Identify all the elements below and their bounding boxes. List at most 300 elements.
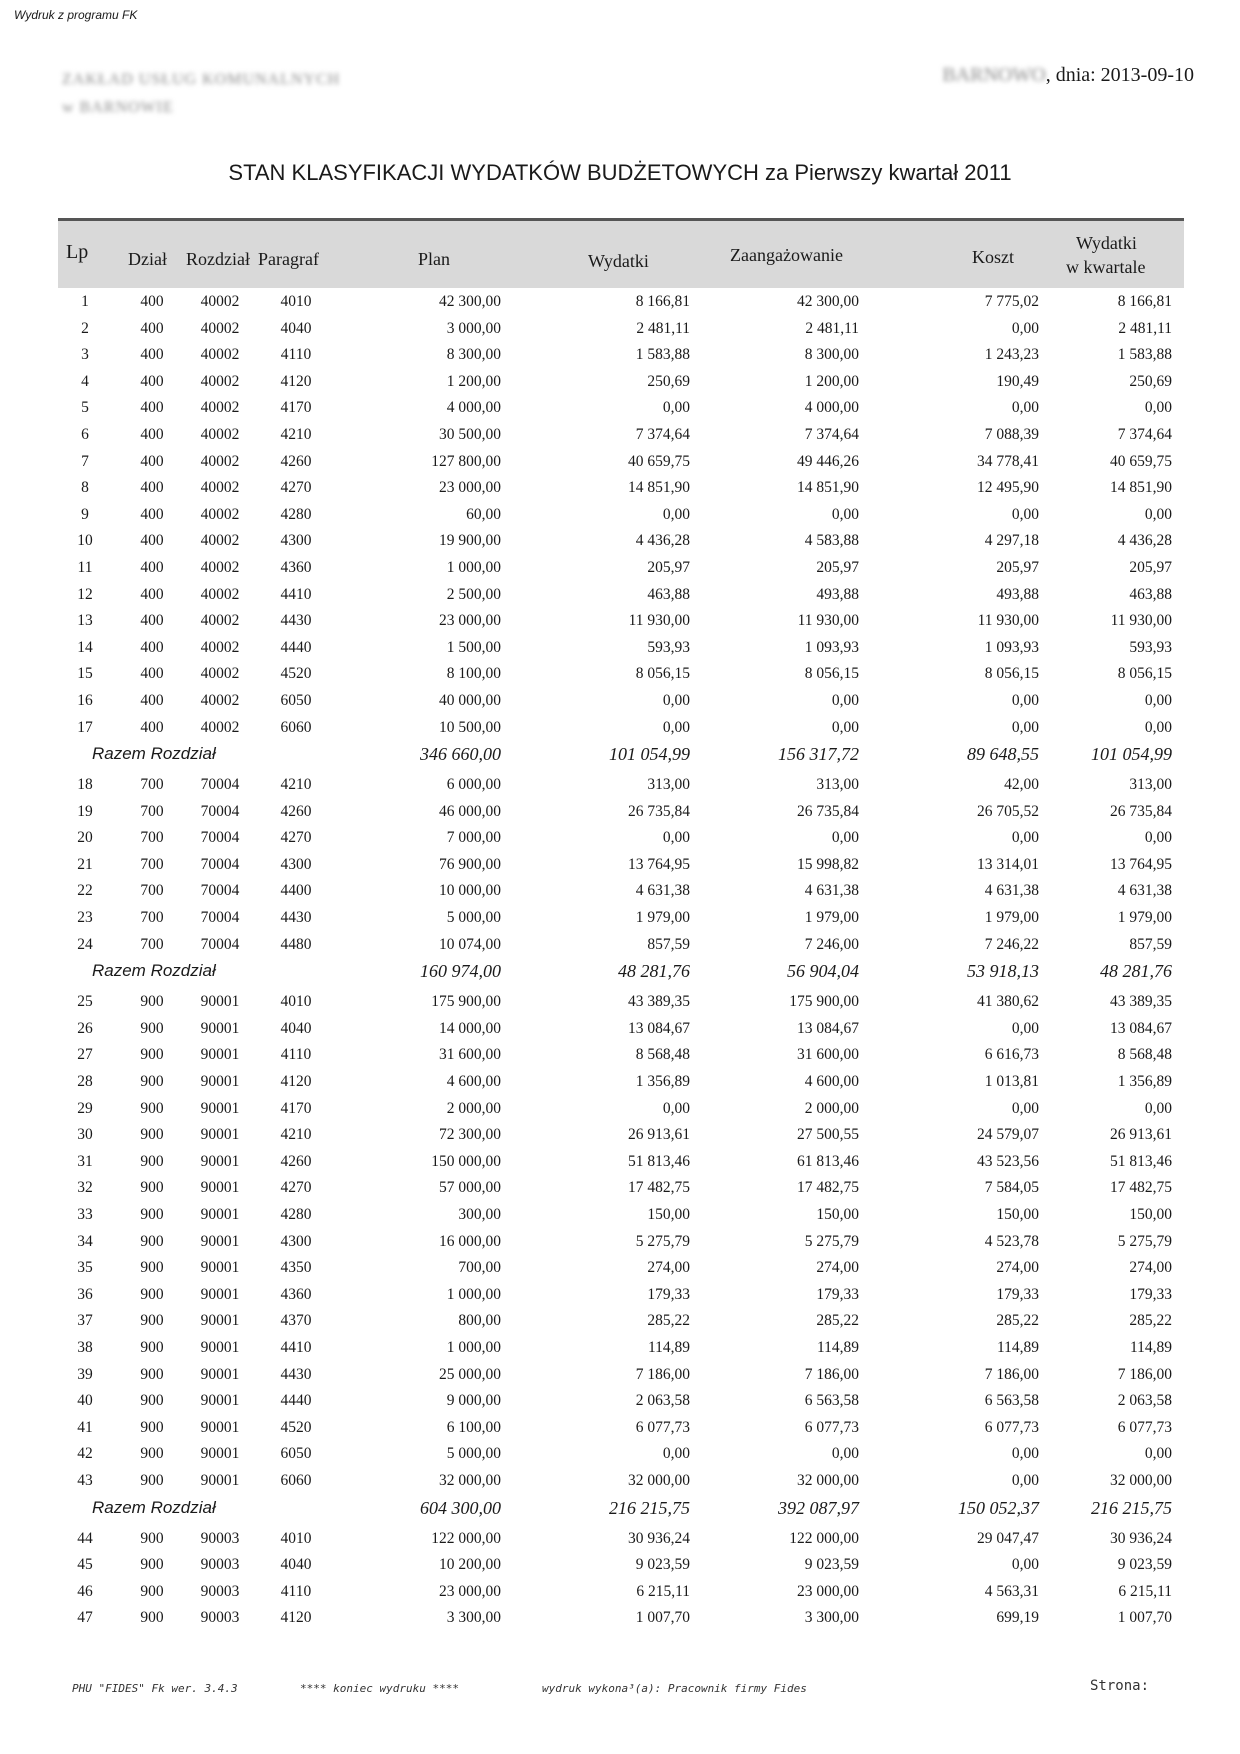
table-row (58, 931, 1184, 958)
cell-koszt: 42,00 (1004, 776, 1039, 794)
print-date: , dnia: 2013-09-10 (1045, 64, 1194, 86)
cell-plan: 6 000,00 (446, 776, 501, 794)
cell-rozdzial: 40002 (200, 585, 240, 603)
cell-wydatki: 9 023,59 (635, 1556, 690, 1574)
table-row (58, 394, 1184, 421)
cell-dzial: 700 (140, 882, 164, 900)
header-dzial: Dział (128, 249, 167, 269)
cell-zaangazowanie: 285,22 (816, 1312, 859, 1330)
cell-dzial: 400 (140, 346, 164, 364)
cell-koszt: 205,97 (996, 558, 1039, 576)
cell-wydatki: 205,97 (647, 558, 690, 576)
cell-paragraf: 4010 (280, 1529, 312, 1547)
cell-paragraf: 6050 (280, 1445, 312, 1463)
cell-paragraf: 4260 (280, 452, 312, 470)
cell-wydatki-w-kwartale: 7 374,64 (1117, 425, 1172, 443)
cell-plan: 175 900,00 (431, 993, 501, 1011)
cell-wydatki-w-kwartale: 274,00 (1129, 1259, 1172, 1277)
cell-rozdzial: 70004 (200, 776, 240, 794)
cell-paragraf: 4300 (280, 532, 312, 550)
cell-lp: 8 (81, 479, 89, 497)
cell-paragraf: 4440 (280, 638, 312, 656)
cell-lp: 19 (77, 802, 93, 820)
table-row (58, 904, 1184, 931)
cell-wydatki: 13 764,95 (628, 855, 690, 873)
cell-dzial: 400 (140, 585, 164, 603)
summary-row (58, 1494, 1184, 1525)
cell-wydatki-w-kwartale: 40 659,75 (1110, 452, 1172, 470)
footer-end: **** koniec wydruku **** (300, 1682, 459, 1695)
cell-dzial: 900 (140, 1099, 164, 1117)
cell-wydatki: 0,00 (662, 1099, 690, 1117)
header-plan: Plan (418, 249, 451, 269)
cell-dzial: 700 (140, 909, 164, 927)
cell-zaangazowanie: 1 093,93 (804, 638, 859, 656)
cell-paragraf: 4260 (280, 1152, 312, 1170)
cell-paragraf: 4270 (280, 1179, 312, 1197)
cell-plan: 57 000,00 (439, 1179, 501, 1197)
cell-wydatki: 0,00 (662, 1445, 690, 1463)
cell-paragraf: 4010 (280, 993, 312, 1011)
summary-koszt: 53 918,13 (967, 961, 1039, 982)
cell-paragraf: 4040 (280, 1019, 312, 1037)
cell-wydatki: 8 166,81 (635, 293, 690, 310)
cell-zaangazowanie: 8 300,00 (804, 346, 859, 364)
cell-wydatki-w-kwartale: 14 851,90 (1110, 479, 1172, 497)
cell-dzial: 900 (140, 1259, 164, 1277)
cell-lp: 44 (77, 1529, 93, 1547)
print-source-note: Wydruk z programu FK (14, 8, 138, 22)
cell-zaangazowanie: 4 583,88 (804, 532, 859, 550)
cell-wydatki: 17 482,75 (628, 1179, 690, 1197)
table-row (58, 1467, 1184, 1494)
cell-koszt: 493,88 (996, 585, 1039, 603)
table-row (58, 1551, 1184, 1578)
cell-koszt: 13 314,01 (977, 855, 1039, 873)
cell-wydatki: 4 436,28 (635, 532, 690, 550)
header-paragraf: Paragraf (258, 249, 319, 269)
cell-rozdzial: 40002 (200, 665, 240, 683)
cell-paragraf: 4410 (280, 1338, 312, 1356)
cell-wydatki-w-kwartale: 11 930,00 (1110, 612, 1172, 630)
cell-rozdzial: 70004 (200, 882, 240, 900)
cell-koszt: 4 297,18 (984, 532, 1039, 550)
cell-rozdzial: 70004 (200, 855, 240, 873)
table-row (58, 1387, 1184, 1414)
cell-paragraf: 6060 (280, 718, 312, 736)
cell-rozdzial: 90001 (200, 1392, 240, 1410)
footer-printed-by: wydruk wykona³(a): Pracownik firmy Fides (542, 1682, 807, 1695)
cell-wydatki-w-kwartale: 0,00 (1144, 1445, 1172, 1463)
cell-paragraf: 4300 (280, 1232, 312, 1250)
cell-dzial: 900 (140, 1179, 164, 1197)
cell-lp: 20 (77, 829, 93, 847)
cell-lp: 24 (77, 935, 93, 953)
cell-lp: 46 (77, 1582, 93, 1600)
cell-paragraf: 6060 (280, 1471, 312, 1489)
cell-wydatki-w-kwartale: 1 356,89 (1117, 1073, 1172, 1091)
cell-rozdzial: 90001 (200, 993, 240, 1011)
cell-plan: 9 000,00 (446, 1392, 501, 1410)
cell-plan: 31 600,00 (439, 1046, 501, 1064)
table-row (58, 1121, 1184, 1148)
cell-dzial: 700 (140, 855, 164, 873)
cell-rozdzial: 90001 (200, 1073, 240, 1091)
cell-zaangazowanie: 179,33 (816, 1285, 859, 1303)
table-row (58, 851, 1184, 878)
cell-plan: 10 200,00 (439, 1556, 501, 1574)
cell-wydatki-w-kwartale: 463,88 (1129, 585, 1172, 603)
cell-wydatki-w-kwartale: 285,22 (1129, 1312, 1172, 1330)
cell-dzial: 400 (140, 665, 164, 683)
cell-koszt: 0,00 (1011, 691, 1039, 709)
cell-koszt: 11 930,00 (977, 612, 1039, 630)
cell-plan: 23 000,00 (439, 612, 501, 630)
cell-rozdzial: 40002 (200, 319, 240, 337)
cell-paragraf: 4270 (280, 479, 312, 497)
cell-zaangazowanie: 61 813,46 (797, 1152, 859, 1170)
cell-wydatki: 114,89 (647, 1338, 690, 1356)
cell-plan: 60,00 (466, 505, 501, 523)
cell-plan: 6 100,00 (446, 1418, 501, 1436)
table-row (58, 1095, 1184, 1122)
cell-koszt: 190,49 (996, 372, 1039, 390)
cell-lp: 18 (77, 776, 93, 794)
cell-dzial: 900 (140, 1418, 164, 1436)
cell-paragraf: 4410 (280, 585, 312, 603)
cell-dzial: 400 (140, 532, 164, 550)
cell-plan: 19 900,00 (439, 532, 501, 550)
cell-wydatki-w-kwartale: 1 007,70 (1117, 1609, 1172, 1627)
summary-label: Razem Rozdział (92, 1497, 216, 1517)
cell-dzial: 400 (140, 479, 164, 497)
cell-zaangazowanie: 8 056,15 (804, 665, 859, 683)
cell-lp: 40 (77, 1392, 93, 1410)
cell-rozdzial: 90001 (200, 1338, 240, 1356)
cell-zaangazowanie: 205,97 (816, 558, 859, 576)
cell-koszt: 285,22 (996, 1312, 1039, 1330)
cell-zaangazowanie: 31 600,00 (797, 1046, 859, 1064)
place-redacted: BARNOWO (942, 64, 1046, 86)
cell-dzial: 900 (140, 1206, 164, 1223)
cell-dzial: 700 (140, 829, 164, 847)
cell-zaangazowanie: 175 900,00 (789, 993, 859, 1011)
cell-wydatki: 0,00 (662, 718, 690, 736)
cell-zaangazowanie: 23 000,00 (797, 1582, 859, 1600)
table-row (58, 988, 1184, 1015)
cell-lp: 12 (77, 585, 93, 603)
table-row (58, 1361, 1184, 1388)
table-row (58, 1068, 1184, 1095)
cell-koszt: 7 088,39 (984, 425, 1039, 443)
cell-wydatki: 250,69 (647, 372, 690, 390)
cell-lp: 6 (81, 425, 89, 443)
cell-plan: 32 000,00 (439, 1471, 501, 1489)
cell-wydatki-w-kwartale: 13 084,67 (1110, 1019, 1172, 1037)
cell-paragraf: 4360 (280, 1285, 312, 1303)
cell-wydatki-w-kwartale: 9 023,59 (1117, 1556, 1172, 1574)
cell-koszt: 34 778,41 (977, 452, 1039, 470)
cell-rozdzial: 90001 (200, 1259, 240, 1277)
cell-lp: 22 (77, 882, 93, 900)
cell-rozdzial: 90001 (200, 1365, 240, 1383)
summary-row (58, 957, 1184, 988)
cell-paragraf: 4210 (280, 1126, 312, 1144)
cell-plan: 127 800,00 (431, 452, 501, 470)
cell-lp: 9 (81, 505, 89, 523)
cell-dzial: 400 (140, 372, 164, 390)
cell-paragraf: 4440 (280, 1392, 312, 1410)
cell-wydatki-w-kwartale: 313,00 (1129, 776, 1172, 794)
cell-zaangazowanie: 0,00 (831, 691, 859, 709)
cell-paragraf: 4520 (280, 1418, 312, 1436)
cell-dzial: 900 (140, 1365, 164, 1383)
cell-paragraf: 4520 (280, 665, 312, 683)
table-row (58, 474, 1184, 501)
cell-wydatki-w-kwartale: 2 063,58 (1117, 1392, 1172, 1410)
cell-paragraf: 4170 (280, 1099, 312, 1117)
cell-lp: 42 (77, 1445, 93, 1463)
cell-wydatki: 43 389,35 (628, 993, 690, 1011)
cell-wydatki: 179,33 (647, 1285, 690, 1303)
cell-zaangazowanie: 13 084,67 (797, 1019, 859, 1037)
cell-dzial: 900 (140, 1152, 164, 1170)
cell-plan: 30 500,00 (439, 425, 501, 443)
cell-wydatki: 857,59 (647, 935, 690, 953)
cell-dzial: 900 (140, 1312, 164, 1330)
header-wydatki-kw-2: w kwartale (1066, 257, 1146, 277)
table-row (58, 1228, 1184, 1255)
cell-wydatki-w-kwartale: 4 631,38 (1117, 882, 1172, 900)
cell-zaangazowanie: 0,00 (831, 1445, 859, 1463)
cell-wydatki-w-kwartale: 30 936,24 (1110, 1529, 1172, 1547)
summary-wydatki: 48 281,76 (618, 961, 690, 982)
cell-wydatki: 8 568,48 (635, 1046, 690, 1064)
cell-koszt: 26 705,52 (977, 802, 1039, 820)
cell-rozdzial: 40002 (200, 293, 240, 310)
cell-wydatki-w-kwartale: 6 215,11 (1118, 1582, 1172, 1600)
cell-plan: 2 500,00 (446, 585, 501, 603)
cell-zaangazowanie: 1 979,00 (804, 909, 859, 927)
cell-plan: 14 000,00 (439, 1019, 501, 1037)
cell-koszt: 0,00 (1011, 1471, 1039, 1489)
cell-wydatki-w-kwartale: 26 913,61 (1110, 1126, 1172, 1144)
table-row (58, 687, 1184, 714)
cell-wydatki: 285,22 (647, 1312, 690, 1330)
cell-lp: 29 (77, 1099, 93, 1117)
cell-wydatki-w-kwartale: 1 979,00 (1117, 909, 1172, 927)
cell-lp: 30 (77, 1126, 93, 1144)
cell-paragraf: 4110 (280, 346, 312, 364)
cell-paragraf: 4120 (280, 372, 312, 390)
cell-koszt: 274,00 (996, 1259, 1039, 1277)
cell-paragraf: 4280 (280, 505, 312, 523)
cell-lp: 4 (81, 372, 89, 390)
cell-wydatki-w-kwartale: 8 568,48 (1117, 1046, 1172, 1064)
cell-koszt: 0,00 (1011, 319, 1039, 337)
cell-dzial: 900 (140, 1046, 164, 1064)
cell-rozdzial: 90003 (200, 1556, 240, 1574)
cell-rozdzial: 90001 (200, 1471, 240, 1489)
cell-wydatki: 593,93 (647, 638, 690, 656)
cell-dzial: 400 (140, 558, 164, 576)
cell-plan: 42 300,00 (439, 293, 501, 310)
cell-paragraf: 4480 (280, 935, 312, 953)
table-row (58, 448, 1184, 475)
cell-koszt: 4 523,78 (984, 1232, 1039, 1250)
table-row (58, 501, 1184, 528)
table-row (58, 288, 1184, 315)
place-date (942, 64, 1194, 87)
cell-koszt: 150,00 (996, 1206, 1039, 1223)
cell-paragraf: 4350 (280, 1259, 312, 1277)
cell-dzial: 900 (140, 1126, 164, 1144)
cell-zaangazowanie: 114,89 (816, 1338, 859, 1356)
cell-lp: 13 (77, 612, 93, 630)
cell-koszt: 24 579,07 (977, 1126, 1039, 1144)
cell-wydatki-w-kwartale: 2 481,11 (1118, 319, 1172, 337)
summary-zaangazowanie: 392 087,97 (778, 1497, 859, 1518)
cell-rozdzial: 40002 (200, 691, 240, 709)
table-row (58, 1148, 1184, 1175)
cell-wydatki: 4 631,38 (635, 882, 690, 900)
cell-paragraf: 4110 (280, 1582, 312, 1600)
cell-wydatki-w-kwartale: 179,33 (1129, 1285, 1172, 1303)
cell-plan: 1 500,00 (446, 638, 501, 656)
cell-koszt: 0,00 (1011, 1556, 1039, 1574)
cell-koszt: 1 093,93 (984, 638, 1039, 656)
cell-zaangazowanie: 26 735,84 (797, 802, 859, 820)
cell-plan: 10 000,00 (439, 882, 501, 900)
cell-zaangazowanie: 122 000,00 (789, 1529, 859, 1547)
cell-lp: 3 (81, 346, 89, 364)
cell-dzial: 400 (140, 638, 164, 656)
budget-table (58, 218, 1184, 1631)
cell-dzial: 400 (140, 691, 164, 709)
cell-rozdzial: 90001 (200, 1445, 240, 1463)
cell-wydatki: 150,00 (647, 1206, 690, 1223)
cell-rozdzial: 40002 (200, 558, 240, 576)
cell-wydatki-w-kwartale: 32 000,00 (1110, 1471, 1172, 1489)
table-row (58, 1307, 1184, 1334)
cell-wydatki-w-kwartale: 26 735,84 (1110, 802, 1172, 820)
summary-koszt: 150 052,37 (958, 1497, 1039, 1518)
table-row (58, 554, 1184, 581)
cell-zaangazowanie: 493,88 (816, 585, 859, 603)
cell-zaangazowanie: 150,00 (816, 1206, 859, 1223)
cell-wydatki: 51 813,46 (628, 1152, 690, 1170)
table-row (58, 1525, 1184, 1552)
cell-plan: 23 000,00 (439, 479, 501, 497)
table-row (58, 1254, 1184, 1281)
cell-lp: 37 (77, 1312, 93, 1330)
cell-wydatki: 5 275,79 (635, 1232, 690, 1250)
cell-plan: 10 074,00 (439, 935, 501, 953)
summary-plan: 604 300,00 (420, 1497, 501, 1518)
cell-wydatki-w-kwartale: 7 186,00 (1117, 1365, 1172, 1383)
cell-lp: 2 (81, 319, 89, 337)
header-wydatki-kw-1: Wydatki (1076, 233, 1137, 253)
cell-plan: 1 200,00 (446, 372, 501, 390)
cell-wydatki: 7 374,64 (635, 425, 690, 443)
cell-koszt: 41 380,62 (977, 993, 1039, 1011)
cell-koszt: 43 523,56 (977, 1152, 1039, 1170)
cell-lp: 7 (81, 452, 89, 470)
table-row (58, 368, 1184, 395)
cell-rozdzial: 40002 (200, 638, 240, 656)
header-rozdzial: Rozdział (186, 249, 250, 269)
cell-zaangazowanie: 6 563,58 (804, 1392, 859, 1410)
summary-plan: 160 974,00 (420, 961, 501, 982)
cell-dzial: 900 (140, 1529, 164, 1547)
table-row (58, 1440, 1184, 1467)
cell-wydatki-w-kwartale: 5 275,79 (1117, 1232, 1172, 1250)
cell-wydatki: 30 936,24 (628, 1529, 690, 1547)
cell-plan: 10 500,00 (439, 718, 501, 736)
cell-dzial: 900 (140, 1232, 164, 1250)
cell-rozdzial: 90001 (200, 1179, 240, 1197)
summary-wydatki-w-kwartale: 101 054,99 (1091, 744, 1172, 765)
cell-paragraf: 4170 (280, 399, 312, 417)
cell-rozdzial: 90001 (200, 1418, 240, 1436)
table-row (58, 315, 1184, 342)
cell-plan: 1 000,00 (446, 558, 501, 576)
summary-wydatki: 101 054,99 (609, 744, 690, 765)
cell-dzial: 400 (140, 293, 164, 310)
table-row (58, 1041, 1184, 1068)
cell-paragraf: 4210 (280, 776, 312, 794)
cell-dzial: 400 (140, 718, 164, 736)
cell-plan: 16 000,00 (439, 1232, 501, 1250)
cell-rozdzial: 90001 (200, 1312, 240, 1330)
summary-wydatki: 216 215,75 (609, 1497, 690, 1518)
cell-wydatki-w-kwartale: 114,89 (1129, 1338, 1172, 1356)
cell-dzial: 900 (140, 1338, 164, 1356)
cell-wydatki: 2 063,58 (635, 1392, 690, 1410)
cell-wydatki-w-kwartale: 17 482,75 (1110, 1179, 1172, 1197)
cell-koszt: 0,00 (1011, 1019, 1039, 1037)
cell-wydatki: 6 215,11 (636, 1582, 690, 1600)
summary-wydatki-w-kwartale: 48 281,76 (1100, 961, 1172, 982)
cell-dzial: 400 (140, 425, 164, 443)
cell-lp: 33 (77, 1206, 93, 1223)
cell-koszt: 7 584,05 (984, 1179, 1039, 1197)
cell-rozdzial: 90001 (200, 1232, 240, 1250)
cell-koszt: 1 979,00 (984, 909, 1039, 927)
cell-wydatki: 1 007,70 (635, 1609, 690, 1627)
cell-paragraf: 4430 (280, 612, 312, 630)
cell-plan: 5 000,00 (446, 909, 501, 927)
cell-wydatki-w-kwartale: 0,00 (1144, 399, 1172, 417)
cell-paragraf: 6050 (280, 691, 312, 709)
cell-rozdzial: 90001 (200, 1126, 240, 1144)
table-row (58, 771, 1184, 798)
cell-zaangazowanie: 15 998,82 (797, 855, 859, 873)
table-row (58, 421, 1184, 448)
cell-rozdzial: 90003 (200, 1529, 240, 1547)
table-row (58, 581, 1184, 608)
cell-koszt: 0,00 (1011, 1445, 1039, 1463)
cell-lp: 10 (77, 532, 93, 550)
cell-plan: 2 000,00 (446, 1099, 501, 1117)
cell-wydatki-w-kwartale: 8 056,15 (1117, 665, 1172, 683)
cell-plan: 800,00 (458, 1312, 501, 1330)
cell-koszt: 4 631,38 (984, 882, 1039, 900)
cell-rozdzial: 90001 (200, 1046, 240, 1064)
cell-paragraf: 4120 (280, 1609, 312, 1627)
cell-koszt: 0,00 (1011, 829, 1039, 847)
cell-wydatki-w-kwartale: 4 436,28 (1117, 532, 1172, 550)
